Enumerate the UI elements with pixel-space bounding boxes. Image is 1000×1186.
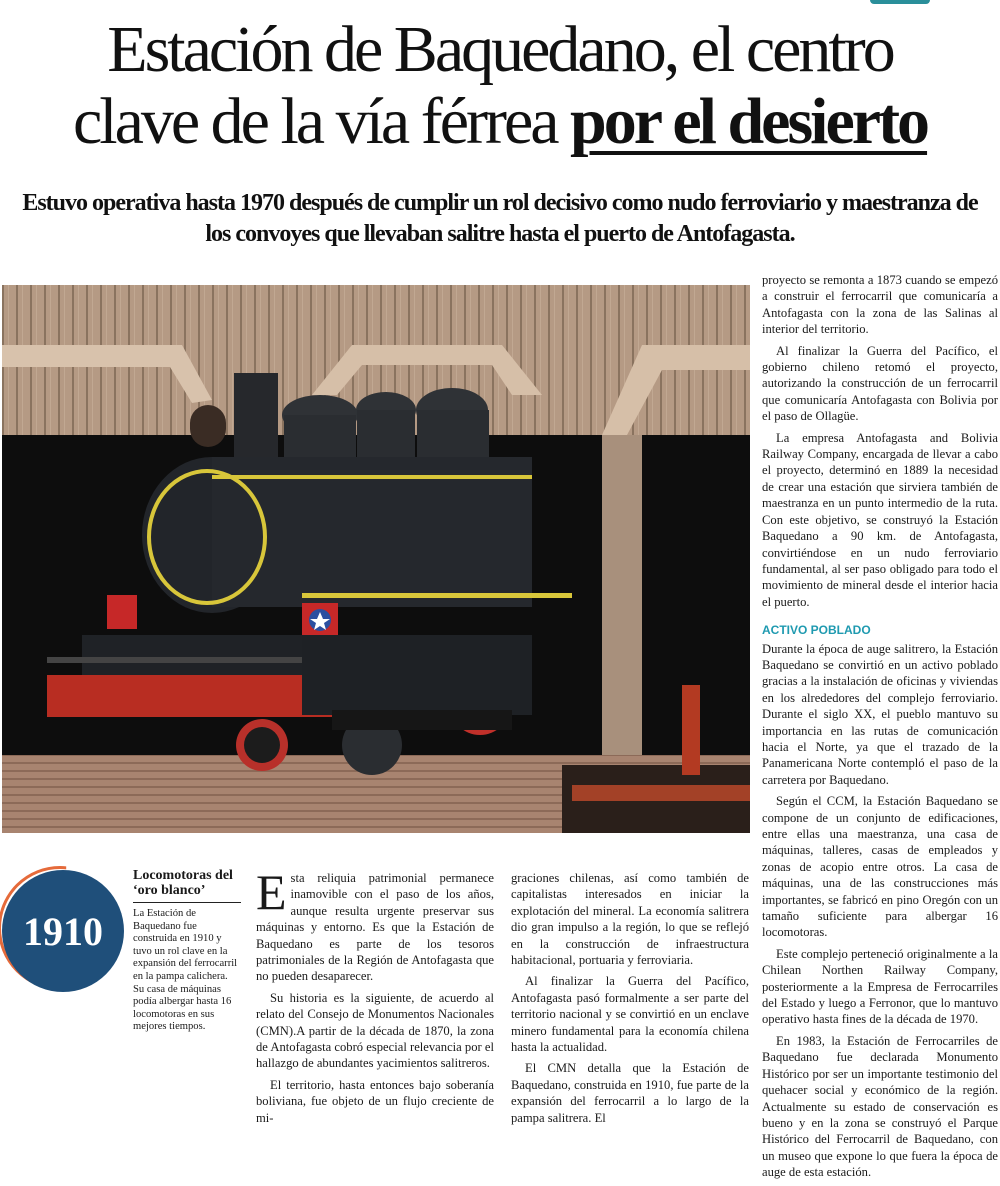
col3-paragraph-4: Durante la época de auge salitrero, la Estación Baquedano se convirtió en un activo poblado gracias a la instalación de oficinas y viviendas en los alrededores del complejo ferroviario. Durante el siglo XX, el pueblo mantuvo su importancia en las rutas de comunicación hacia el Norte, ya que el trazado de la Panamericana Norte contempló el paso de la carretera por Baquedano. bbox=[762, 641, 998, 787]
col3-paragraph-5: Según el CCM, la Estación Baquedano se compone de un conjunto de edificaciones, entre ellas una maestranza, una casa de máquinas, talleres, casas de empleados y zonas de acopio entre otros. La casa de máquinas, una de las construcciones más importantes, se fabricó en pino Oregón con un tamaño suficiente para albergar 16 locomotoras. bbox=[762, 794, 998, 940]
col3-paragraph-7: En 1983, la Estación de Ferrocarriles de Baquedano fue declarada Monumento Histórico por ser un importante testimonio del quehacer social y económico de la región. Actualmente su estado de conservación es bueno y en la zona se construyó el Parque Histórico del Ferrocarril de Baquedano, con un museo que expone lo que fuera la época de auge de esta estación. bbox=[762, 1033, 998, 1180]
year-badge: 1910 bbox=[2, 870, 124, 992]
col3-paragraph-1: proyecto se remonta a 1873 cuando se empezó a construir el ferrocarril que comunicaría a Antofagasta con la zona de las Salinas al interior del territorio. bbox=[762, 273, 998, 337]
section-title: ACTIVO POBLADO bbox=[762, 623, 871, 638]
sidebar-box bbox=[133, 868, 241, 1034]
sidebar-title: Locomotoras del ‘oro blanco’ bbox=[133, 868, 241, 903]
col1-paragraph-1 bbox=[256, 864, 494, 985]
drop-cap: E bbox=[256, 864, 287, 920]
headline-line2-regular: clave de la vía férrea bbox=[72, 85, 571, 158]
col2-paragraph-3: El CMN detalla que la Estación de Baquedano, construida en 1910, fue parte de la expansión del ferrocarril a lo largo de la pampa salitrera. El bbox=[511, 1061, 749, 1125]
col1-paragraph-1-text: sta reliquia patrimonial permanece inamovible con el paso de los años, aunque resulta urgente preservar sus máquinas y entorno. Es que la Estación de Baquedano es parte de los tesoros patrimoniales de la Región de Antofagasta que no pueden desaparecer. bbox=[256, 871, 494, 984]
sidebar-body: La Estación de Baquedano fue construida en 1910 y tuvo un rol clave en la expansión del ferrocarril en la pampa calichera. Su casa de máquinas podía albergar hasta 16 locomotoras en sus mejores tiempos. bbox=[133, 908, 238, 1033]
headline-line2-bold: por el desierto bbox=[570, 85, 928, 158]
headline-line1: Estación de Baquedano, el centro bbox=[107, 13, 893, 86]
top-decoration bbox=[870, 0, 930, 4]
article-column-3 bbox=[762, 272, 998, 1186]
col1-paragraph-3: El territorio, hasta entonces bajo soberanía boliviana, fue objeto de un flujo creciente de mi- bbox=[256, 1077, 494, 1125]
article-column-2 bbox=[511, 870, 749, 1131]
col1-paragraph-2: Su historia es la siguiente, de acuerdo al relato del Consejo de Monumentos Nacionales (CMN).A partir de la década de 1870, la zona de Antofagasta cobró especial relevancia por el hallazgo de abundantes yacimientos salitreros. bbox=[256, 990, 494, 1071]
col3-paragraph-2: Al finalizar la Guerra del Pacífico, el gobierno chileno retomó el proyecto, autorizando la construcción de un ferrocarril que comunicaría Antofagasta con Bolivia por el paso de Ollagüe. bbox=[762, 343, 998, 424]
subheadline: Estuvo operativa hasta 1970 después de cumplir un rol decisivo como nudo ferroviario y maestranza de los convoyes que llevaban salitre hasta el puerto de Antofagasta. bbox=[22, 190, 978, 247]
col3-paragraph-6: Este complejo perteneció originalmente a la Chilean Northen Railway Company, posteriormente a la Empresa de Ferrocarriles del Estado y luego a Ferronor, que lo mantuvo operativo hasta fines de la década de 1970. bbox=[762, 946, 998, 1027]
locomotive-photo-icon bbox=[2, 285, 750, 833]
col2-paragraph-1: graciones chilenas, así como también de capitalistas interesados en iniciar la explotación del mineral. La economía salitrera dio gran impulso a la región, lo que se reflejó en la construcción de infraestructura habitacional, portuaria y ferroviaria. bbox=[511, 871, 749, 968]
headline bbox=[0, 14, 1000, 158]
article-column-1 bbox=[256, 864, 494, 1131]
col2-paragraph-2: Al finalizar la Guerra del Pacífico, Antofagasta pasó formalmente a ser parte del territorio nacional y se convirtió en un enclave minero fundamental para la economía chilena hasta la actualidad. bbox=[511, 974, 749, 1055]
locomotive-photo bbox=[2, 285, 750, 833]
col3-paragraph-3: La empresa Antofagasta and Bolivia Railway Company, encargada de llevar a cabo el proyecto, determinó en 1889 la necesidad de crear una estación que sirviera también de maestranza en un punto intermedio de la ruta. Con este objetivo, se construyó la Estación Baquedano a 90 km. de Antofagasta, convirtiéndose en un nudo ferroviario fundamental, al ser paso obligado para todo el movimiento de mineral desde el interior hacia el puerto. bbox=[762, 430, 998, 609]
